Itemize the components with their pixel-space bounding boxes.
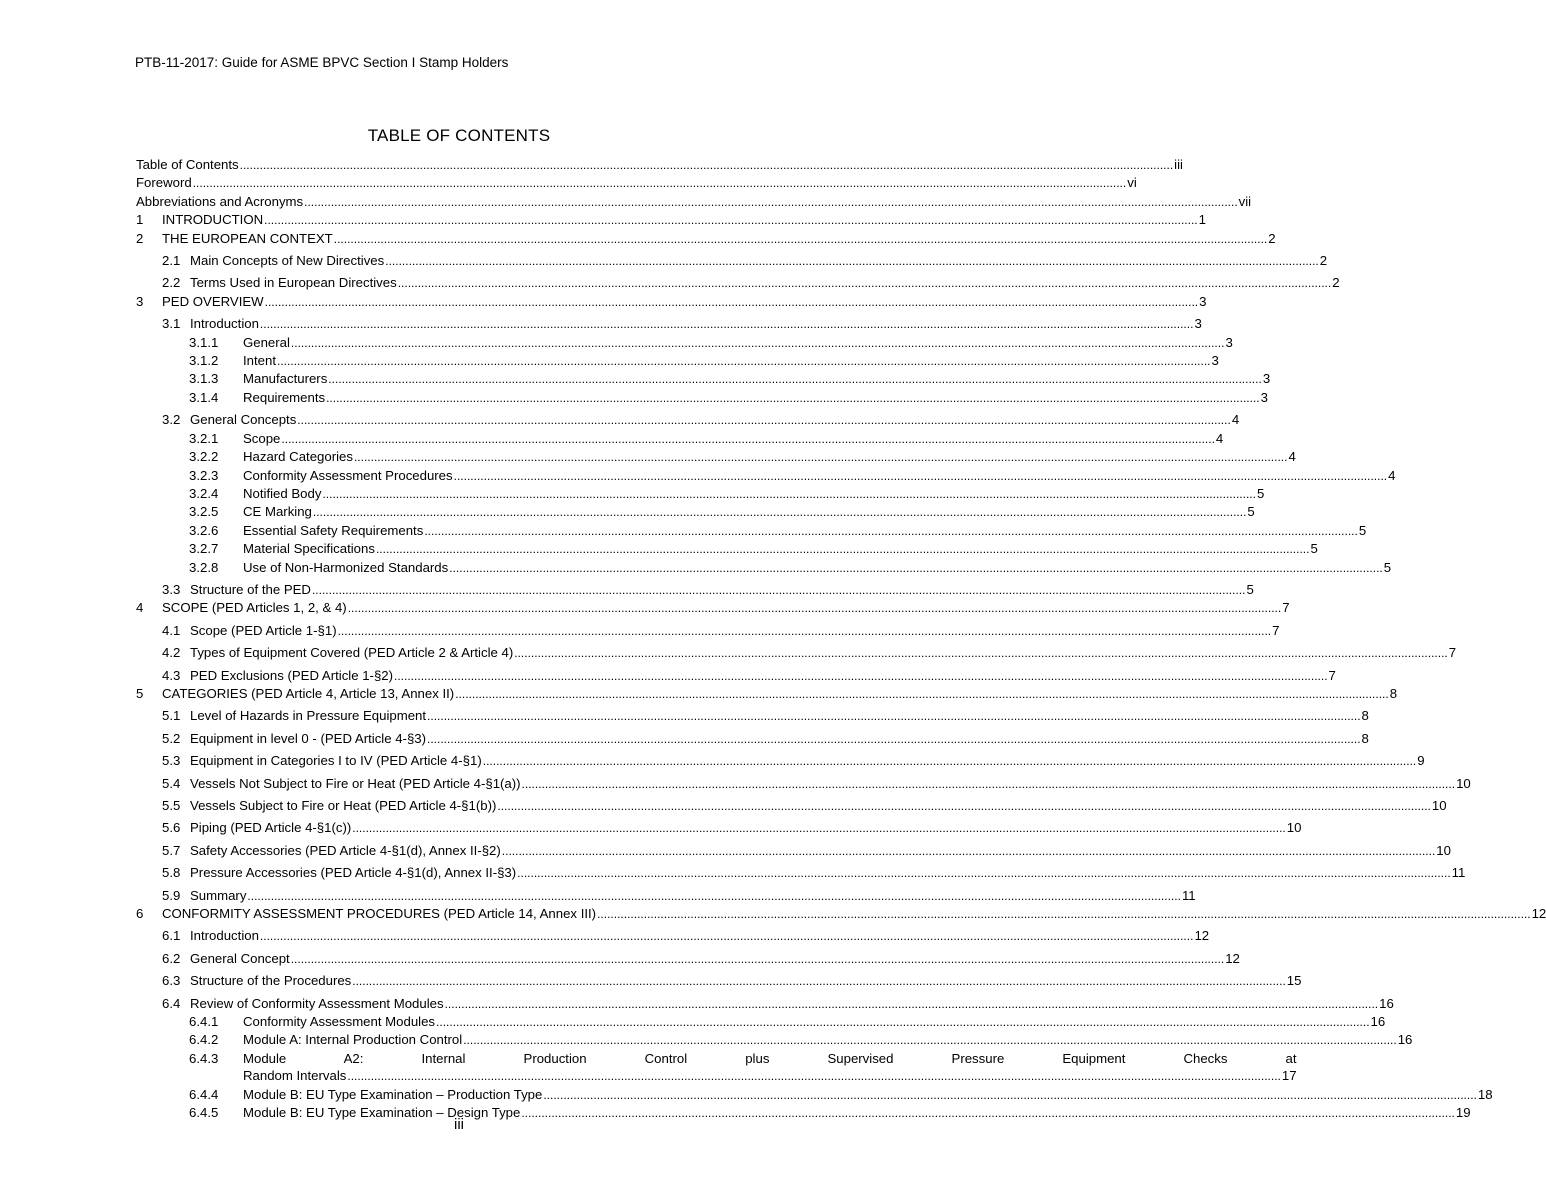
toc-entry[interactable] [136,1050,1297,1086]
toc-entry-number: 6.1 [162,928,181,944]
dot-leader [376,541,1310,558]
dot-leader [326,390,1260,407]
toc-entry-title: Scope [243,430,281,446]
dot-leader [322,486,1256,503]
page-number: iii [454,1116,464,1133]
toc-entry-title: Vessels Subject to Fire or Heat (PED Article 4-§1(b)) [190,798,497,813]
toc-entry-number: 5.2 [162,730,181,746]
toc-entry[interactable] [136,370,1271,388]
dot-leader [281,431,1215,448]
dot-leader [455,686,1389,703]
toc-entry-page: 18 [1477,1086,1493,1102]
toc-entry-title: Manufacturers [243,371,328,387]
toc-entry-page: 12 [1531,906,1546,922]
toc-entry-number: 5 [136,685,144,701]
dot-leader [445,996,1379,1013]
toc-entry-page: 11 [1181,887,1196,903]
toc-entry[interactable] [136,559,1392,577]
running-header: PTB-11-2017: Guide for ASME BPVC Section I Stamp Holders [135,55,509,70]
toc-entry-page: 5 [1358,522,1367,538]
dot-leader [260,316,1194,333]
toc-entry-page: 4 [1231,412,1240,428]
toc-entry-title: CE Marking [243,504,312,520]
toc-entry-page: 7 [1272,622,1280,638]
toc-entry-title: General Concepts [190,412,297,428]
dot-leader [304,194,1238,211]
dot-leader [334,231,1268,248]
dot-leader [427,708,1361,725]
toc-entry-page: 7 [1282,600,1290,616]
toc-entry-page: 3 [1262,371,1271,387]
dot-leader [312,582,1246,599]
toc-entry-title: Intent [243,353,276,369]
dot-leader [338,623,1272,640]
toc-entry[interactable] [136,1086,1493,1104]
dot-leader [483,753,1417,770]
dot-leader [517,865,1451,882]
toc-entry[interactable] [136,252,1328,270]
toc-entry[interactable] [136,730,1369,748]
toc-entry[interactable] [136,775,1471,793]
dot-leader [347,1068,1281,1085]
toc-entry-title: Review of Conformity Assessment Modules [190,995,444,1011]
toc-entry[interactable] [136,274,1340,292]
toc-entry-title: Safety Accessories (PED Article 4-§1(d), Annex II-§2) [190,842,501,858]
toc-entry[interactable] [136,193,1252,211]
dot-leader [328,371,1262,388]
toc-entry-title: Module B: EU Type Examination – Production Type [243,1086,543,1102]
toc-entry[interactable] [136,430,1224,448]
toc-entry-page: 2 [1319,253,1328,269]
toc-entry-title: THE EUROPEAN CONTEXT [162,230,333,246]
toc-entry[interactable] [136,644,1457,662]
toc-entry-number: 5.5 [162,798,181,813]
toc-entry-page: 10 [1436,842,1451,858]
toc-entry[interactable] [136,522,1367,540]
toc-entry-page: 12 [1194,928,1210,944]
toc-entry[interactable] [136,995,1394,1013]
toc-entry-page: 15 [1286,973,1302,989]
toc-entry-page: 5 [1247,504,1255,520]
dot-leader [514,645,1448,662]
dot-leader [427,731,1361,748]
toc-entry-number: 2.2 [162,275,181,291]
toc-entry-number: 5.1 [162,708,181,724]
dot-leader [522,776,1456,793]
table-of-contents [136,156,1546,1123]
toc-entry-title: Introduction [190,928,259,944]
toc-entry-page: 8 [1361,708,1369,724]
toc-entry-title: Introduction [190,316,259,332]
toc-entry-title: Notified Body [243,485,322,501]
dot-leader [454,468,1388,485]
toc-entry[interactable] [136,230,1276,248]
toc-entry-title: Main Concepts of New Directives [190,253,385,269]
dot-leader [193,175,1127,192]
toc-entry-number: 6.4 [162,995,181,1011]
toc-entry-number: 3.1.3 [189,371,219,387]
dot-leader [313,504,1247,521]
dot-leader [398,275,1332,292]
toc-entry-title-continued: Random Intervals [243,1068,347,1084]
toc-entry-title: PED OVERVIEW [162,293,264,309]
toc-entry[interactable] [136,411,1240,429]
toc-entry-title: Module A2: Internal Production Control plus Supervised Pressure Equipment Checks at [243,1050,1297,1066]
dot-leader [240,157,1174,174]
toc-entry-title: Module B: EU Type Examination – Design Type [243,1105,521,1121]
dot-leader [436,1014,1370,1031]
toc-entry-number: 4.1 [162,622,181,638]
toc-entry-number: 6.4.1 [189,1014,219,1030]
toc-entry-page: 8 [1361,730,1369,746]
toc-entry-page: 3 [1194,316,1202,332]
toc-entry[interactable] [136,334,1233,352]
toc-entry-page: 3 [1211,353,1219,369]
toc-entry-title: Use of Non-Harmonized Standards [243,559,449,575]
toc-entry-number: 6.3 [162,973,181,989]
dot-leader [264,212,1198,229]
toc-entry-title: PED Exclusions (PED Article 1-§2) [190,667,394,683]
dot-leader [260,928,1194,945]
toc-entry-page: 3 [1260,389,1268,405]
toc-entry-page: 8 [1389,685,1398,701]
toc-entry-number: 3.1.4 [189,389,219,405]
toc-entry-number: 5.3 [162,753,181,769]
toc-entry-page: 17 [1281,1068,1297,1084]
toc-entry-number: 5.8 [162,865,181,881]
toc-entry-number: 6 [136,906,144,922]
toc-entry-number: 6.2 [162,950,181,966]
toc-entry-number: 6.4.3 [189,1050,219,1066]
toc-entry-title: Module A: Internal Production Control [243,1032,463,1048]
toc-entry-number: 6.4.2 [189,1032,219,1048]
toc-entry-title: Terms Used in European Directives [190,275,397,291]
toc-entry[interactable] [136,581,1254,599]
toc-entry-page: 16 [1397,1032,1413,1048]
toc-entry-page: 2 [1332,275,1340,291]
toc-entry-page: vii [1238,193,1252,209]
toc-entry[interactable] [136,819,1302,837]
toc-entry-title: Scope (PED Article 1-§1) [190,622,337,638]
toc-entry[interactable] [136,503,1255,521]
toc-entry-number: 3.2.1 [189,430,219,446]
toc-entry-number: 3.2.4 [189,485,219,501]
toc-entry-page: 1 [1198,212,1206,228]
toc-entry-number: 3.2.5 [189,504,219,520]
dot-leader [291,335,1225,352]
toc-entry-page: 4 [1215,430,1224,446]
toc-entry[interactable] [136,842,1451,860]
toc-entry-page: 5 [1383,559,1392,575]
toc-entry-page: 16 [1370,1014,1386,1030]
toc-entry[interactable] [136,685,1398,703]
toc-entry[interactable] [136,540,1318,558]
dot-leader [597,906,1531,923]
toc-entry-number: 6.4.4 [189,1086,219,1102]
dot-leader [247,888,1181,905]
dot-leader [394,668,1328,685]
toc-entry[interactable] [136,622,1280,640]
toc-entry[interactable] [136,972,1302,990]
toc-entry-title: INTRODUCTION [162,212,264,228]
toc-entry[interactable] [136,389,1268,407]
toc-entry-number: 3.3 [162,581,181,597]
toc-entry-number: 3.2.7 [189,541,219,557]
toc-entry-page: vi [1127,175,1137,191]
toc-entry-title: Essential Safety Requirements [243,522,424,538]
toc-entry-title: Summary [190,887,247,903]
toc-entry-title: Requirements [243,389,326,405]
toc-entry-page: 7 [1328,667,1336,683]
toc-entry-title: CATEGORIES (PED Article 4, Article 13, Annex II) [162,685,455,701]
toc-entry[interactable] [136,211,1206,229]
toc-entry-page: 5 [1310,541,1318,557]
dot-leader [352,820,1286,837]
dot-leader [265,294,1199,311]
dot-leader [502,843,1436,860]
toc-entry-number: 3.2.8 [189,559,219,575]
toc-entry-page: 19 [1455,1105,1471,1121]
toc-entry-page: 5 [1256,485,1265,501]
toc-entry-number: 3.2.3 [189,467,219,483]
toc-entry-page: 10 [1456,775,1471,791]
toc-entry-page: 3 [1225,334,1233,350]
toc-entry-number: 5.4 [162,775,181,791]
toc-entry-title: Structure of the Procedures [190,973,352,989]
toc-entry[interactable] [136,797,1447,815]
toc-entry-number: 4 [136,600,144,616]
toc-entry[interactable] [136,293,1207,311]
toc-entry-title: Equipment in Categories I to IV (PED Article 4-§1) [190,753,482,769]
toc-entry-page: 3 [1199,293,1207,309]
toc-entry-page: 4 [1388,467,1396,483]
toc-entry[interactable] [136,950,1240,968]
toc-entry-number: 3.2.2 [189,449,219,465]
toc-entry-page: 11 [1451,865,1466,881]
toc-entry[interactable] [136,864,1466,882]
dot-leader [497,798,1431,815]
toc-entry[interactable] [136,887,1196,905]
toc-entry[interactable] [136,1013,1386,1031]
toc-entry-number: 3.1.2 [189,353,219,369]
toc-entry[interactable] [136,485,1265,503]
toc-entry[interactable] [136,467,1396,485]
toc-entry-page: 9 [1417,753,1425,769]
toc-entry-number: 4.2 [162,645,181,661]
toc-entry-title: Abbreviations and Acronyms [136,193,304,209]
dot-leader [424,523,1358,540]
toc-entry-page: 16 [1379,995,1394,1011]
toc-entry-title: Piping (PED Article 4-§1(c)) [190,820,352,836]
dot-leader [449,560,1383,577]
toc-entry[interactable] [136,156,1183,174]
toc-entry-number: 3.1.1 [189,334,219,350]
toc-entry-number: 5.7 [162,842,181,858]
toc-entry[interactable] [136,315,1202,333]
toc-entry-number: 2.1 [162,253,181,269]
toc-entry[interactable] [136,1031,1413,1049]
toc-entry-title: General [243,334,290,350]
dot-leader [354,449,1288,466]
dot-leader [463,1032,1397,1049]
toc-entry[interactable] [136,707,1369,725]
dot-leader [297,412,1231,429]
toc-entry-title: Hazard Categories [243,449,353,465]
toc-entry-number: 6.4.5 [189,1105,219,1121]
toc-entry-page: 2 [1268,230,1276,246]
toc-entry-title: Foreword [136,175,192,191]
dot-leader [277,353,1211,370]
toc-entry[interactable] [136,667,1336,685]
toc-entry[interactable] [136,352,1219,370]
toc-entry-page: 7 [1448,645,1457,661]
toc-entry-title: Types of Equipment Covered (PED Article 2 & Article 4) [190,645,514,661]
toc-entry-number: 5.6 [162,820,181,836]
dot-leader [543,1087,1477,1104]
dot-leader [348,600,1282,617]
toc-entry[interactable] [136,599,1290,617]
toc-entry[interactable] [136,927,1210,945]
toc-entry-page: 10 [1431,798,1447,813]
toc-entry-title: Material Specifications [243,541,375,557]
toc-entry[interactable] [136,752,1425,770]
toc-entry-number: 3.2.6 [189,522,219,538]
toc-entry-number: 3 [136,293,144,309]
toc-entry-number: 3.1 [162,316,181,332]
toc-entry-title: Conformity Assessment Procedures [243,467,453,483]
toc-entry-page: iii [1174,157,1183,172]
toc-entry-page: 5 [1246,581,1254,597]
toc-entry-title: Vessels Not Subject to Fire or Heat (PED Article 4-§1(a)) [190,775,521,791]
dot-leader [352,973,1286,990]
toc-entry-title: General Concept [190,950,290,966]
toc-entry[interactable] [136,448,1296,466]
toc-entry[interactable] [136,174,1137,192]
toc-entry-number: 5.9 [162,887,181,903]
toc-entry-title: CONFORMITY ASSESSMENT PROCEDURES (PED Article 14, Annex III) [162,906,597,922]
toc-entry-title: Level of Hazards in Pressure Equipment [190,708,427,724]
toc-entry-title: Structure of the PED [190,581,311,597]
toc-entry[interactable] [136,905,1546,923]
toc-entry-number: 4.3 [162,667,181,683]
toc-entry-title: SCOPE (PED Articles 1, 2, & 4) [162,600,347,616]
toc-entry-title: Equipment in level 0 - (PED Article 4-§3) [190,730,427,746]
dot-leader [385,253,1319,270]
toc-entry-number: 2 [136,230,144,246]
toc-entry-title: Table of Contents [136,157,239,172]
dot-leader [291,951,1225,968]
toc-entry-title: Conformity Assessment Modules [243,1014,436,1030]
toc-entry-page: 4 [1288,449,1296,465]
toc-entry-page: 12 [1225,950,1240,966]
toc-entry-number: 3.2 [162,412,181,428]
toc-entry-number: 1 [136,212,144,228]
toc-heading: TABLE OF CONTENTS [367,126,551,145]
toc-entry-page: 10 [1286,820,1302,836]
toc-entry-title: Pressure Accessories (PED Article 4-§1(d), Annex II-§3) [190,865,517,881]
